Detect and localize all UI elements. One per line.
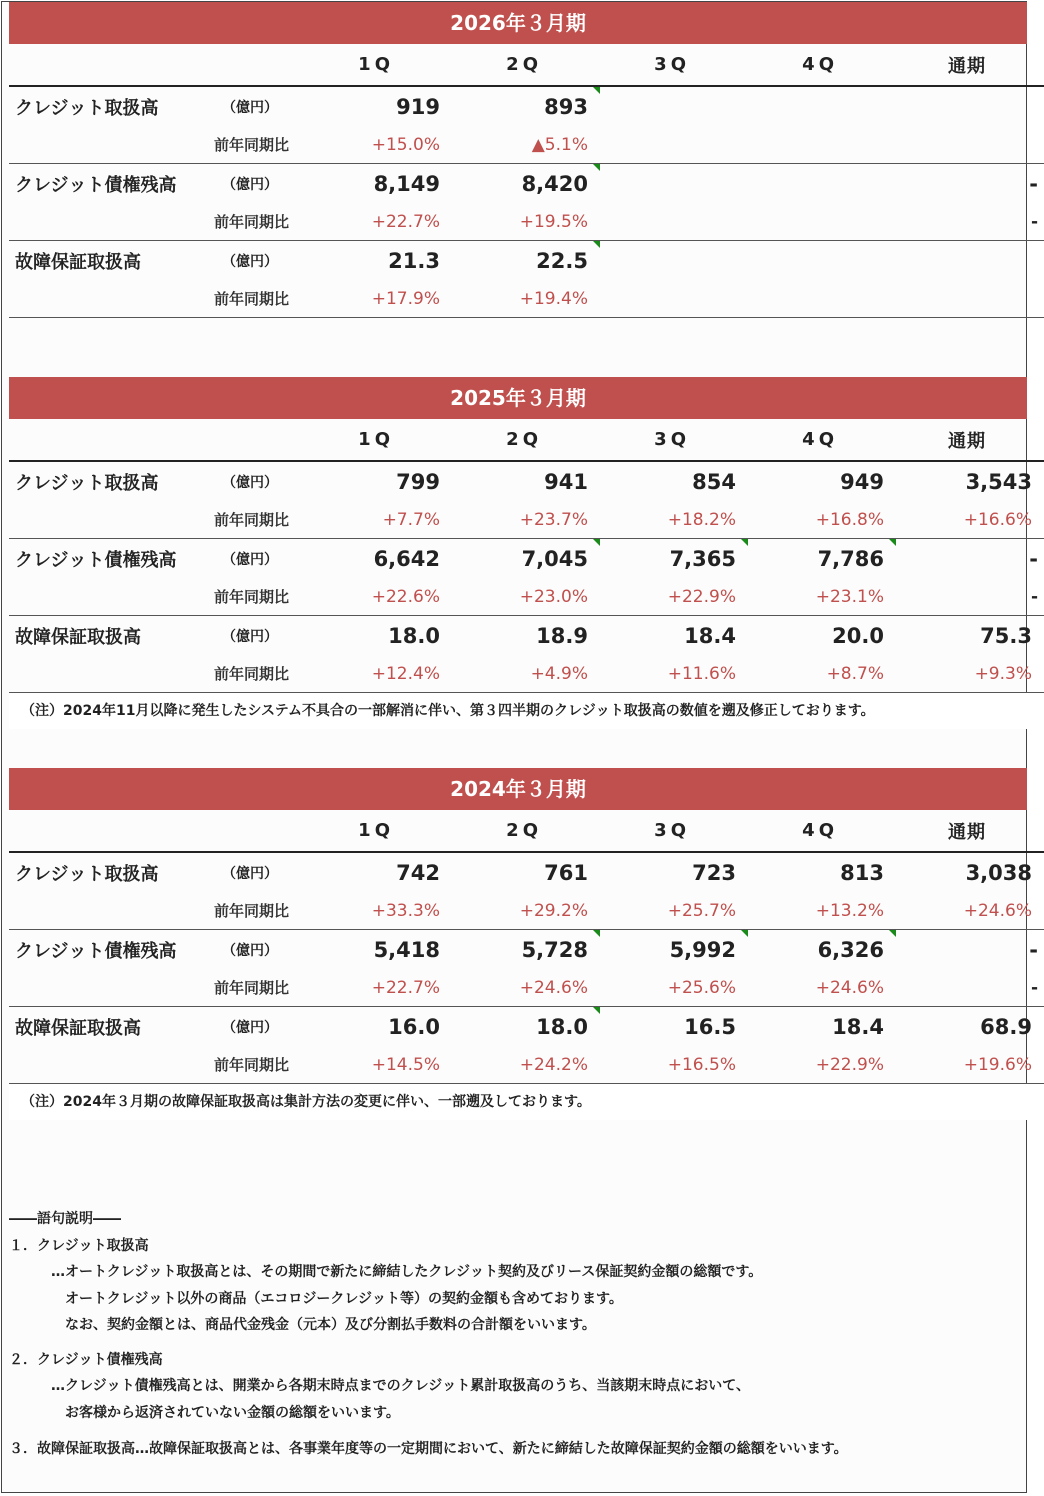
yoy-value	[748, 126, 896, 164]
yoy-value	[896, 126, 1044, 164]
yoy-label: 前年同期比	[214, 655, 304, 693]
metric-value: 919	[396, 94, 440, 119]
table-row	[9, 203, 1044, 241]
yoy-value: +16.8%	[748, 501, 896, 539]
table-row	[9, 969, 1044, 1007]
metric-value: 723	[692, 860, 736, 885]
metric-value: 20.0	[832, 623, 884, 648]
metric-name: クレジット債権残高	[15, 940, 177, 962]
yoy-value: +33.3%	[304, 892, 452, 930]
comment-marker-icon	[593, 164, 600, 171]
table-row	[9, 461, 1044, 501]
comment-marker-icon	[593, 930, 600, 937]
yoy-label: 前年同期比	[214, 578, 304, 616]
metric-value: 6,326	[817, 937, 884, 962]
yoy-value	[896, 280, 1044, 318]
yoy-value: +17.9%	[304, 280, 452, 318]
table-row	[9, 241, 1044, 281]
yoy-value: +23.7%	[452, 501, 600, 539]
table-note: （注）2024年３月期の故障保証取扱高は集計方法の変更に伴い、一部遡及しております。	[9, 1084, 1027, 1120]
yoy-value	[600, 126, 748, 164]
unit-label: （億円）	[222, 253, 278, 270]
column-header: 通期	[896, 419, 1044, 461]
metric-name: クレジット取扱高	[15, 472, 159, 494]
column-header: 3Q	[600, 44, 748, 86]
table-row	[9, 501, 1044, 539]
yoy-value: +25.7%	[600, 892, 748, 930]
yoy-label: 前年同期比	[214, 1046, 304, 1084]
metric-value: 8,420	[521, 171, 588, 196]
yoy-value: +12.4%	[304, 655, 452, 693]
yoy-value: +19.6%	[896, 1046, 1044, 1084]
metric-value: 18.9	[536, 623, 588, 648]
column-header: 1Q	[304, 810, 452, 852]
yoy-value: +24.2%	[452, 1046, 600, 1084]
glossary-line: ２．クレジット債権残高	[9, 1351, 163, 1368]
yoy-value: +16.6%	[896, 501, 1044, 539]
column-header: 1Q	[304, 44, 452, 86]
unit-label: （億円）	[222, 99, 278, 116]
metric-value: 893	[544, 94, 588, 119]
metric-value: 3,038	[965, 860, 1032, 885]
metric-value: -	[1029, 171, 1038, 196]
metric-value: 18.0	[536, 1014, 588, 1039]
yoy-value: +18.2%	[600, 501, 748, 539]
metric-value: -	[1029, 937, 1038, 962]
yoy-value	[600, 280, 748, 318]
table-header-row	[9, 419, 1044, 461]
metric-name: 故障保証取扱高	[15, 251, 141, 273]
comment-marker-icon	[889, 539, 896, 546]
yoy-label: 前年同期比	[214, 892, 304, 930]
metric-name: クレジット債権残高	[15, 549, 177, 571]
unit-label: （億円）	[222, 474, 278, 491]
section-fy2024	[9, 768, 1038, 1120]
metric-value: 949	[840, 469, 884, 494]
yoy-value: +14.5%	[304, 1046, 452, 1084]
table-header-row	[9, 44, 1044, 86]
table-row	[9, 164, 1044, 204]
period-title: 2024年３月期	[9, 768, 1027, 810]
metric-value: 742	[396, 860, 440, 885]
metric-value: 75.3	[980, 623, 1032, 648]
unit-label: （億円）	[222, 176, 278, 193]
yoy-value: +4.9%	[452, 655, 600, 693]
table-row	[9, 578, 1044, 616]
column-header: 2Q	[452, 810, 600, 852]
yoy-value: +23.0%	[452, 578, 600, 616]
table-row	[9, 852, 1044, 892]
comment-marker-icon	[593, 87, 600, 94]
column-header: 4Q	[748, 810, 896, 852]
metric-value: 68.9	[980, 1014, 1032, 1039]
metric-name: 故障保証取扱高	[15, 626, 141, 648]
metric-value: 854	[692, 469, 736, 494]
glossary-line	[9, 1426, 1019, 1436]
metric-value: 761	[544, 860, 588, 885]
metric-value: 7,786	[817, 546, 884, 571]
kpi-table	[9, 419, 1044, 693]
unit-label: （億円）	[222, 942, 278, 959]
metric-value: 813	[840, 860, 884, 885]
period-title: 2026年３月期	[9, 2, 1027, 44]
yoy-value: +23.1%	[748, 578, 896, 616]
comment-marker-icon	[741, 930, 748, 937]
yoy-value: +9.3%	[896, 655, 1044, 693]
yoy-value: +11.6%	[600, 655, 748, 693]
table-row	[9, 892, 1044, 930]
yoy-value: +24.6%	[748, 969, 896, 1007]
glossary-line: お客様から返済されていない金額の総額をいいます。	[9, 1404, 400, 1421]
yoy-value	[748, 203, 896, 241]
table-row	[9, 616, 1044, 656]
table-row	[9, 126, 1044, 164]
yoy-value: -	[896, 578, 1044, 616]
glossary-line: …クレジット債権残高とは、開業から各期末時点までのクレジット累計取扱高のうち、当該期末時点において、	[9, 1378, 751, 1394]
metric-value: 21.3	[388, 248, 440, 273]
metric-value: 8,149	[373, 171, 440, 196]
metric-value: 18.0	[388, 623, 440, 648]
metric-value: 799	[396, 469, 440, 494]
yoy-value: +25.6%	[600, 969, 748, 1007]
metric-value: 941	[544, 469, 588, 494]
metric-value: 3,543	[965, 469, 1032, 494]
yoy-value: +13.2%	[748, 892, 896, 930]
metric-value: 5,418	[373, 937, 440, 962]
glossary-line: １．クレジット取扱高	[9, 1237, 149, 1254]
yoy-value: +24.6%	[452, 969, 600, 1007]
metric-value: 18.4	[684, 623, 736, 648]
column-header: 通期	[896, 44, 1044, 86]
yoy-label: 前年同期比	[214, 203, 304, 241]
column-header: 1Q	[304, 419, 452, 461]
metric-value: 5,728	[521, 937, 588, 962]
section-fy2026	[9, 2, 1038, 318]
table-row	[9, 280, 1044, 318]
metric-value: 16.0	[388, 1014, 440, 1039]
metric-value: 5,992	[669, 937, 736, 962]
yoy-value: +22.6%	[304, 578, 452, 616]
yoy-value	[600, 203, 748, 241]
metric-value: 6,642	[373, 546, 440, 571]
comment-marker-icon	[889, 930, 896, 937]
table-row	[9, 930, 1044, 970]
metric-value: 22.5	[536, 248, 588, 273]
metric-value: 7,365	[669, 546, 736, 571]
yoy-value: +22.9%	[600, 578, 748, 616]
column-header: 4Q	[748, 419, 896, 461]
yoy-value: +7.7%	[304, 501, 452, 539]
comment-marker-icon	[593, 241, 600, 248]
period-title: 2025年３月期	[9, 377, 1027, 419]
glossary-line: ３．故障保証取扱高…故障保証取扱高とは、各事業年度等の一定期間において、新たに締結した故障保証契約金額の総額をいいます。	[9, 1441, 848, 1457]
yoy-label: 前年同期比	[214, 501, 304, 539]
column-header: 通期	[896, 810, 1044, 852]
table-row	[9, 1007, 1044, 1047]
yoy-label: 前年同期比	[214, 126, 304, 164]
yoy-value: +22.7%	[304, 969, 452, 1007]
unit-label: （億円）	[222, 865, 278, 882]
yoy-value: +19.4%	[452, 280, 600, 318]
glossary-line: オートクレジット以外の商品（エコロジークレジット等）の契約金額も含めております。	[9, 1290, 623, 1307]
column-header: 2Q	[452, 419, 600, 461]
comment-marker-icon	[741, 539, 748, 546]
yoy-value: -	[896, 969, 1044, 1007]
metric-value: 16.5	[684, 1014, 736, 1039]
yoy-value: +22.7%	[304, 203, 452, 241]
metric-name: クレジット債権残高	[15, 174, 177, 196]
metric-name: 故障保証取扱高	[15, 1017, 141, 1039]
comment-marker-icon	[593, 539, 600, 546]
metric-name: クレジット取扱高	[15, 97, 159, 119]
column-header: 3Q	[600, 810, 748, 852]
yoy-value: +22.9%	[748, 1046, 896, 1084]
yoy-value: +19.5%	[452, 203, 600, 241]
column-header: 4Q	[748, 44, 896, 86]
yoy-value: +8.7%	[748, 655, 896, 693]
metric-value: -	[1029, 546, 1038, 571]
yoy-value: +29.2%	[452, 892, 600, 930]
section-fy2025	[9, 377, 1038, 729]
column-header: 2Q	[452, 44, 600, 86]
kpi-table	[9, 44, 1044, 318]
yoy-value: +16.5%	[600, 1046, 748, 1084]
yoy-value	[748, 280, 896, 318]
table-note: （注）2024年11月以降に発生したシステム不具合の一部解消に伴い、第３四半期のクレジット取扱高の数値を遡及修正しております。	[9, 693, 1027, 729]
unit-label: （億円）	[222, 628, 278, 645]
table-row	[9, 539, 1044, 579]
table-row	[9, 1046, 1044, 1084]
table-row	[9, 86, 1044, 126]
yoy-label: 前年同期比	[214, 969, 304, 1007]
kpi-table	[9, 810, 1044, 1084]
column-header: 3Q	[600, 419, 748, 461]
unit-label: （億円）	[222, 551, 278, 568]
glossary-heading: ――語句説明――	[9, 1211, 121, 1227]
table-row	[9, 655, 1044, 693]
yoy-value: ▲5.1%	[452, 126, 600, 164]
metric-value: 18.4	[832, 1014, 884, 1039]
metric-value: 7,045	[521, 546, 588, 571]
yoy-value: +24.6%	[896, 892, 1044, 930]
unit-label: （億円）	[222, 1019, 278, 1036]
glossary-line: …オートクレジット取扱高とは、その期間で新たに締結したクレジット契約及びリース保証契約金額の総額です。	[9, 1264, 763, 1280]
glossary	[9, 1206, 1019, 1463]
comment-marker-icon	[593, 1007, 600, 1014]
glossary-line: なお、契約金額とは、商品代金残金（元本）及び分割払手数料の合計額をいいます。	[9, 1317, 596, 1333]
table-header-row	[9, 810, 1044, 852]
yoy-value: +15.0%	[304, 126, 452, 164]
metric-name: クレジット取扱高	[15, 863, 159, 885]
yoy-label: 前年同期比	[214, 280, 304, 318]
yoy-value: -	[896, 203, 1044, 241]
